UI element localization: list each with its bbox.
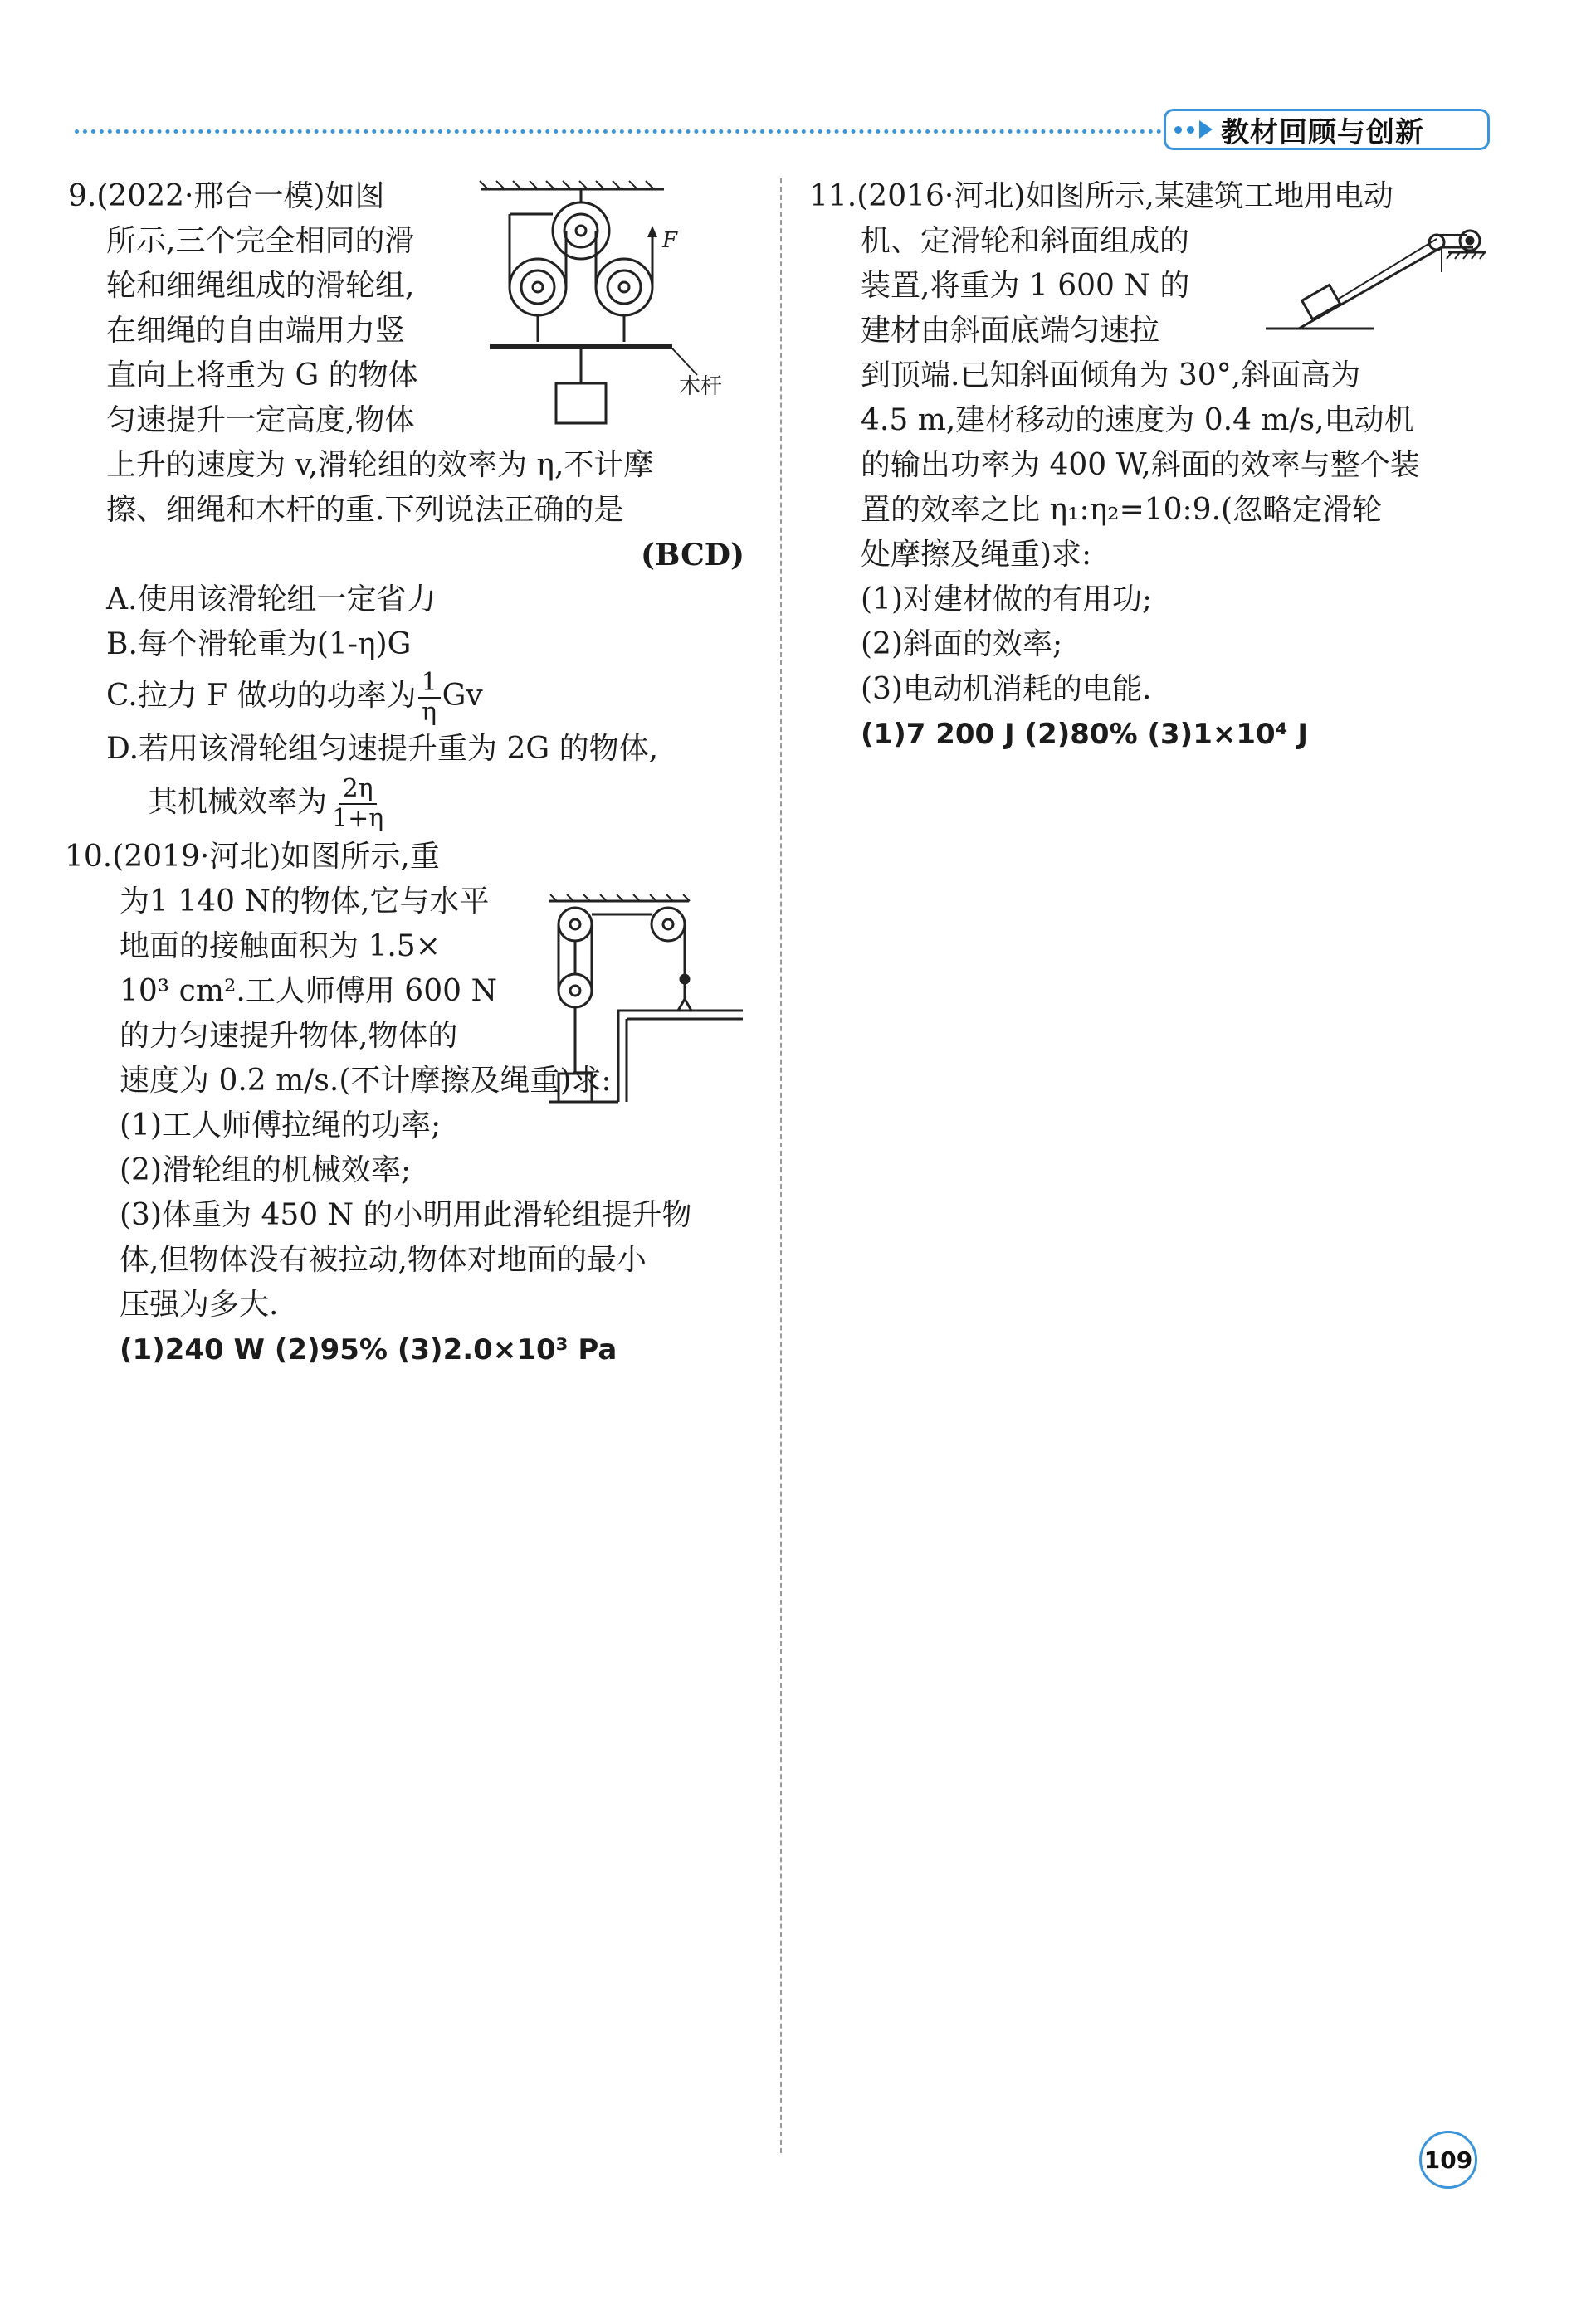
fraction-numerator: 1 [418,669,441,699]
q10-line: 速度为 0.2 m/s.(不计摩擦及绳重)求: [120,1064,612,1098]
q9-line: 擦、细绳和木杆的重.下列说法正确的是 [106,493,624,527]
q9-option-d: D.若用该滑轮组匀速提升重为 2G 的物体, [106,732,659,766]
q11-line: 处摩擦及绳重)求: [861,538,1092,572]
fraction [418,669,441,727]
q10-line: 为1 140 N的物体,它与水平 [120,884,490,918]
q9-pulley-figure [473,179,739,428]
q9-option-c-suffix: Gv [442,679,483,713]
q9-line: 匀速提升一定高度,物体 [106,403,415,437]
q9-option-d-text: 其机械效率为 [148,785,328,819]
q10-line: 10.(2019·河北)如图所示,重 [65,840,440,874]
q10-line: 压强为多大. [120,1288,279,1322]
q11-line: 建材由斜面底端匀速拉 [861,314,1160,348]
fraction-denominator: 1+η [332,804,384,833]
arrow-dots-icon [1174,120,1213,139]
q9-line: 在细绳的自由端用力竖 [106,314,406,348]
q9-line: 上升的速度为 v,滑轮组的效率为 η,不计摩 [106,448,654,482]
force-label: F [662,228,678,253]
section-title: 教材回顾与创新 [1221,115,1424,149]
section-header-badge [1164,109,1490,150]
q10-pulley-figure [544,893,751,1108]
q9-option-b: B.每个滑轮重为(1-η)G [106,627,412,661]
page-number: 109 [1419,2131,1477,2189]
q11-line: 到顶端.已知斜面倾角为 30°,斜面高为 [861,358,1361,392]
q10-answer: (1)240 W (2)95% (3)2.0×10³ Pa [120,1333,617,1367]
q10-line: 体,但物体没有被拉动,物体对地面的最小 [120,1243,647,1277]
q9-option-a: A.使用该滑轮组一定省力 [106,582,437,616]
q9-line: 直向上将重为 G 的物体 [106,358,418,392]
q11-line: 11.(2016·河北)如图所示,某建筑工地用电动 [809,179,1393,213]
q9-line: 所示,三个完全相同的滑 [106,224,415,258]
q10-line: (3)体重为 450 N 的小明用此滑轮组提升物 [120,1198,692,1232]
q11-answer: (1)7 200 J (2)80% (3)1×10⁴ J [861,718,1309,751]
q9-option-c [68,667,749,727]
q10-line: 的力匀速提升物体,物体的 [120,1019,458,1053]
fraction-denominator: η [422,698,437,727]
q11-incline-figure [1249,222,1490,339]
column-divider [780,178,782,2153]
q11-line: 的输出功率为 400 W,斜面的效率与整个装 [861,448,1420,482]
q11-line: (1)对建材做的有用功; [861,582,1153,616]
q10-line: 10³ cm².工人师傅用 600 N [120,974,497,1008]
q11-line: 置的效率之比 η₁:η₂=10:9.(忽略定滑轮 [861,493,1383,527]
q11-line: 4.5 m,建材移动的速度为 0.4 m/s,电动机 [861,403,1414,437]
fraction [329,775,387,833]
q10-line: (2)滑轮组的机械效率; [120,1153,412,1187]
q9-option-c-text: C.拉力 F 做功的功率为 [106,679,417,713]
q10-line: (1)工人师傅拉绳的功率; [120,1108,442,1143]
q10-line: 地面的接触面积为 1.5× [120,929,441,963]
rod-label: 木杆 [679,374,723,399]
q11-line: 机、定滑轮和斜面组成的 [861,224,1190,258]
q9-line: 轮和细绳组成的滑轮组, [106,269,415,303]
q9-line: 9.(2022·邢台一模)如图 [68,179,385,213]
q9-option-d-cont [68,772,749,833]
q9-answer: (BCD) [640,538,744,572]
q11-line: (2)斜面的效率; [861,627,1063,661]
q11-line: 装置,将重为 1 600 N 的 [861,269,1190,303]
header-dotted-rule [75,129,1170,134]
fraction-numerator: 2η [339,775,377,805]
q11-line: (3)电动机消耗的电能. [861,672,1152,706]
